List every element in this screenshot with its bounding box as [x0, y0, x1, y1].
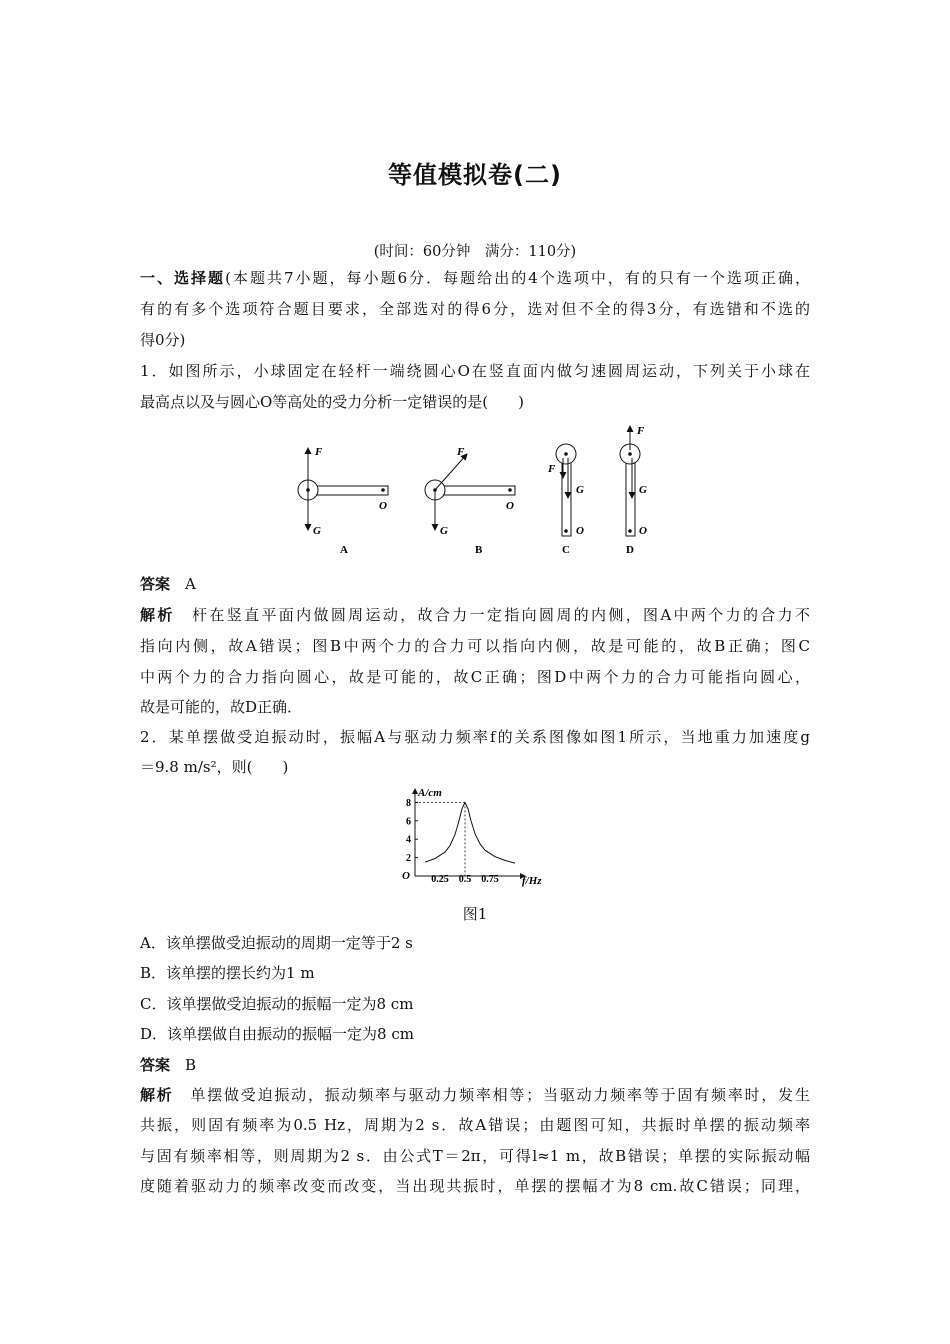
q2-answer — [140, 1055, 810, 1075]
q2-analysis-line-4: 度随着驱动力的频率改变而改变，当出现共振时，单摆的摆幅才为8 cm.故C错误；同理， — [140, 1177, 810, 1195]
d-center-o: O — [639, 525, 647, 537]
q2-option-b: B．该单摆的摆长约为1 m — [140, 964, 315, 982]
a-force-f: F — [315, 446, 323, 458]
q2-analysis-line-2: 共振，则固有频率为0.5 Hz，周期为2 s．故A错误；由题图可知，共振时单摆的振动频率 — [140, 1116, 810, 1134]
diagram-c — [547, 444, 584, 556]
x-axis-label: f/Hz — [522, 875, 542, 887]
q1-figure — [280, 420, 670, 569]
q2-analysis-line-1 — [140, 1085, 810, 1105]
q2-option-d: D．该单摆做自由振动的振幅一定为8 cm — [140, 1025, 414, 1043]
x-tick-label: 0.25 — [431, 874, 449, 885]
section1-line-2: 有的有多个选项符合题目要求，全部选对的得6分，选对但不全的得3分，有选错和不选的 — [140, 300, 810, 318]
y-tick-label: 6 — [406, 816, 411, 828]
q1-answer — [140, 574, 810, 594]
q1-answer-value: A — [185, 575, 196, 593]
q1-line-2: 最高点以及与圆心O等高处的受力分析一定错误的是( ) — [140, 393, 525, 411]
q1-force-diagrams — [280, 420, 670, 565]
y-tick-label: 8 — [406, 797, 411, 809]
x-tick-label: 0.75 — [481, 874, 499, 885]
diagram-d — [620, 425, 647, 556]
resonance-curve — [425, 802, 515, 863]
q1-analysis-line-3: 中两个力的合力指向圆心，故是可能的，故C正确；图D中两个力的合力可能指向圆心， — [140, 668, 810, 686]
diagram-a — [298, 446, 388, 556]
q2-answer-label: 答案 — [140, 1056, 171, 1074]
section1-line-3: 得0分) — [140, 331, 186, 349]
q2-analysis-line-3: 与固有频率相等，则周期为2 s．由公式T＝2π，可得l≈1 m，故B错误；单摆的实际振动幅 — [140, 1147, 810, 1165]
q2-analysis-text-1: 单摆做受迫振动，振动频率与驱动力频率相等；当驱动力频率等于固有频率时，发生 — [190, 1086, 810, 1104]
q2-chart — [395, 783, 560, 897]
q1-analysis-line-2: 指向内侧，故A错误；图B中两个力的合力可以指向内侧，故是可能的，故B正确；图C — [140, 637, 810, 655]
q1-analysis-label: 解析 — [140, 606, 175, 624]
section1-text-1: (本题共7小题，每小题6分．每题给出的4个选项中，有的只有一个选项正确， — [225, 269, 810, 287]
q1-answer-label: 答案 — [140, 575, 171, 593]
diagram-b — [425, 446, 515, 556]
c-force-f: F — [548, 463, 556, 475]
b-force-f: F — [457, 446, 465, 458]
q1-analysis-line-4: 故是可能的，故D正确． — [140, 698, 303, 716]
q2-answer-value: B — [185, 1056, 197, 1074]
c-force-g: G — [576, 484, 584, 496]
d-force-g: G — [639, 484, 647, 496]
x-tick-label: 0.5 — [458, 874, 472, 885]
c-center-o: O — [576, 525, 584, 537]
a-center-o: O — [379, 500, 387, 512]
q1-analysis-line-1 — [140, 605, 810, 625]
amplitude-frequency-chart — [395, 783, 560, 893]
a-caption: A — [340, 544, 348, 556]
q2-option-c: C．该单摆做受迫振动的振幅一定为8 cm — [140, 995, 414, 1013]
d-force-f: F — [637, 425, 645, 437]
c-caption: C — [562, 544, 570, 556]
a-force-g: G — [313, 525, 321, 537]
figure-1-caption: 图1 — [462, 905, 488, 923]
q2-line-1: 2．某单摆做受迫振动时，振幅A与驱动力频率f的关系图像如图1所示，当地重力加速度g — [140, 728, 810, 746]
y-tick-label: 2 — [406, 853, 411, 865]
exam-info: (时间：60分钟 满分：110分) — [373, 244, 577, 260]
q2-analysis-label: 解析 — [140, 1086, 174, 1104]
b-force-g: G — [440, 525, 448, 537]
section1-line-1 — [140, 268, 810, 288]
q2-line-2: ＝9.8 m/s²，则( ) — [140, 758, 289, 776]
d-caption: D — [626, 544, 634, 556]
q2-option-a: A．该单摆做受迫振动的周期一定等于2 s — [140, 934, 413, 952]
origin-label: O — [402, 870, 410, 882]
q1-line-1: 1．如图所示，小球固定在轻杆一端绕圆心O在竖直面内做匀速圆周运动，下列关于小球在 — [140, 362, 810, 380]
b-center-o: O — [506, 500, 514, 512]
y-axis-label: A/cm — [418, 787, 442, 799]
section1-label: 一、选择题 — [140, 269, 226, 287]
page-title: 等值模拟卷(二) — [388, 161, 562, 189]
q1-analysis-text-1: 杆在竖直平面内做圆周运动，故合力一定指向圆周的内侧，图A中两个力的合力不 — [192, 606, 810, 624]
b-caption: B — [475, 544, 483, 556]
y-tick-label: 4 — [406, 834, 411, 846]
